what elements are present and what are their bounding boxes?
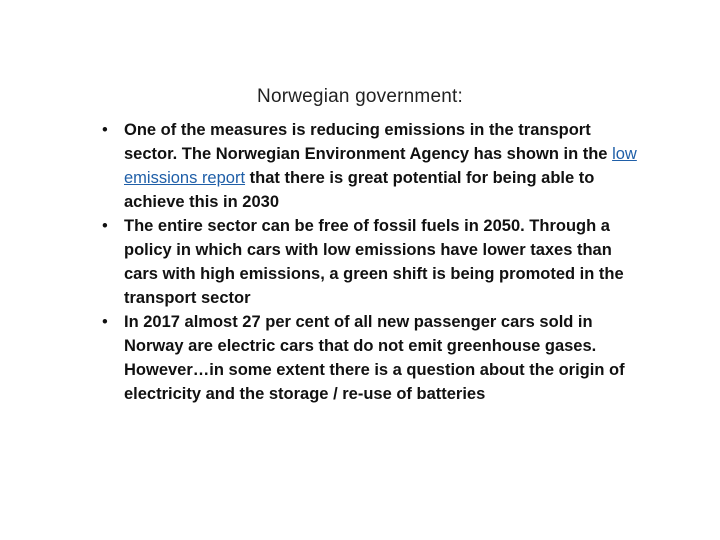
bullet-list	[102, 118, 637, 406]
bullet-item	[102, 118, 637, 214]
bullet-item	[102, 310, 637, 406]
bullet-dot-icon: •	[102, 121, 108, 139]
bullet-text: The entire sector can be free of fossil fuels in 2050. Through a policy in which cars with low emissions have lower taxes than cars with high emissions, a green shift is being promoted in the transport sector	[124, 217, 624, 307]
low-emissions-report-link[interactable]: low emissions report	[124, 145, 637, 187]
bullet-dot-icon: •	[102, 217, 108, 235]
bullet-text-before: One of the measures is reducing emissions in the transport sector. The Norwegian Environment Agency has shown in the	[124, 121, 613, 163]
slide-title: Norwegian government:	[257, 86, 463, 107]
bullet-text-after: that there is great potential for being able to achieve this in 2030	[124, 169, 595, 211]
bullet-text: In 2017 almost 27 per cent of all new passenger cars sold in Norway are electric cars that do not emit greenhouse gases. However…in some extent there is a question about the origin of electricity and the storage / re-use of batteries	[124, 313, 625, 403]
bullet-dot-icon: •	[102, 313, 108, 331]
bullet-item	[102, 214, 637, 310]
